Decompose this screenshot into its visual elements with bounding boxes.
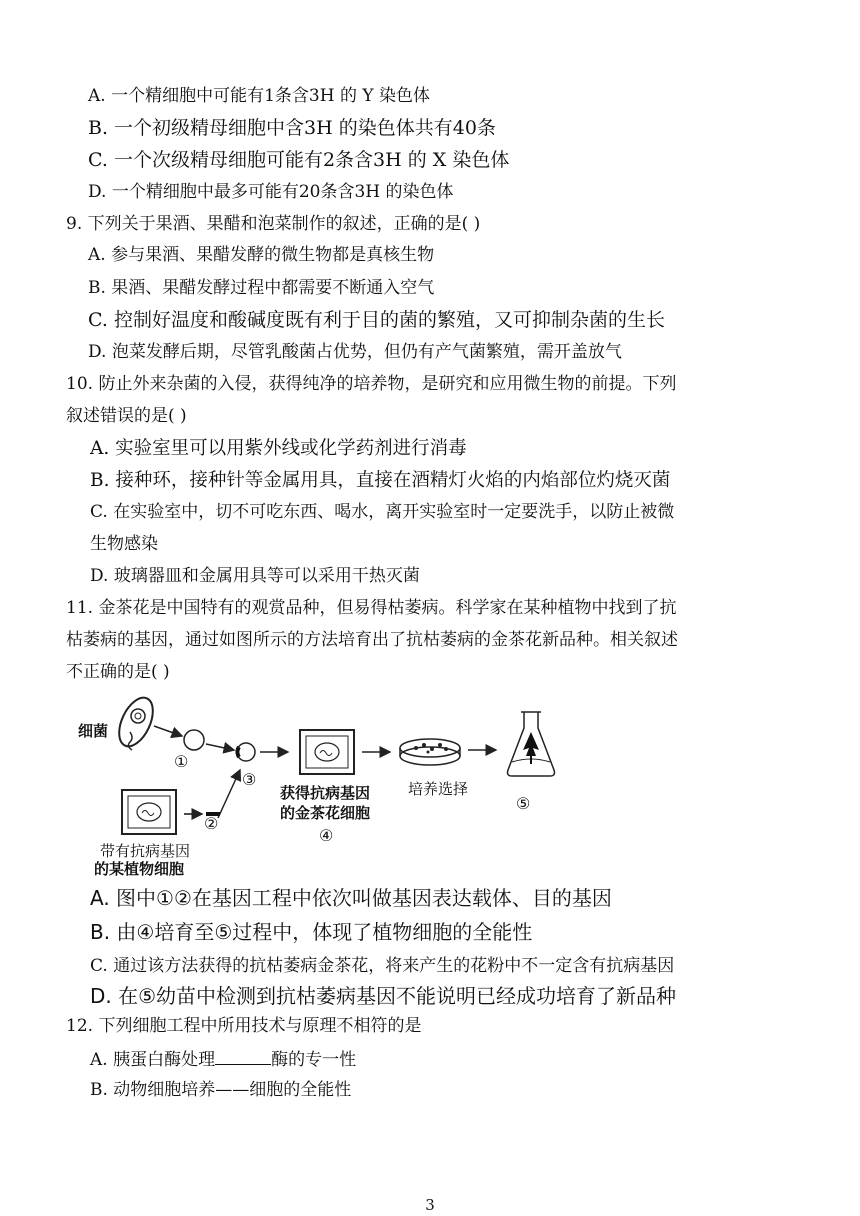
plasmid-icon	[184, 730, 204, 750]
plant-cell-label-line1: 带有抗病基因	[100, 842, 191, 860]
recombinant-plasmid-icon	[237, 743, 255, 761]
label-1: ①	[174, 752, 189, 771]
q11-option-b: B. 由④培育至⑤过程中，体现了植物细胞的全能性	[90, 920, 533, 944]
q8-option-a: A. 一个精细胞中可能有1条含3H 的 Y 染色体	[88, 86, 430, 106]
q10-option-b: B. 接种环，接种针等金属用具，直接在酒精灯火焰的内焰部位灼烧灭菌	[90, 470, 671, 491]
q8-option-c: C. 一个次级精母细胞可能有2条含3H 的 X 染色体	[88, 149, 510, 171]
q12-option-a-text-pre: A. 胰蛋白酶处理	[90, 1050, 216, 1070]
arrow-1	[154, 726, 182, 736]
q12-option-a-text-post: 酶的专一性	[271, 1050, 357, 1070]
q9-option-b: B. 果酒、果醋发酵过程中都需要不断通入空气	[88, 278, 435, 298]
arrow-3	[218, 770, 240, 818]
label-2: ②	[204, 814, 219, 833]
transformed-cell-label-line1: 获得抗病基因	[280, 784, 371, 802]
q11-option-c: C. 通过该方法获得的抗枯萎病金茶花，将来产生的花粉中不一定含有抗病基因	[90, 956, 675, 976]
q11-stem-line3: 不正确的是( )	[66, 662, 170, 682]
q10-stem-line1: 10. 防止外来杂菌的入侵，获得纯净的培养物，是研究和应用微生物的前提。下列	[66, 374, 677, 394]
q11-option-a: A. 图中①②在基因工程中依次叫做基因表达载体、目的基因	[90, 886, 612, 910]
flask-seedling-icon	[508, 712, 555, 776]
q8-option-b: B. 一个初级精母细胞中含3H 的染色体共有40条	[88, 117, 496, 139]
q9-option-d: D. 泡菜发酵后期，尽管乳酸菌占优势，但仍有产气菌繁殖，需开盖放气	[88, 342, 622, 362]
answer-blank	[215, 1063, 271, 1065]
q9-option-c: C. 控制好温度和酸碱度既有利于目的菌的繁殖，又可抑制杂菌的生长	[88, 309, 665, 331]
q12-stem: 12. 下列细胞工程中所用技术与原理不相符的是	[66, 1016, 422, 1036]
q8-option-d: D. 一个精细胞中最多可能有20条含3H 的染色体	[88, 182, 454, 202]
plant-cell-icon	[122, 790, 176, 834]
q9-option-a: A. 参与果酒、果醋发酵的微生物都是真核生物	[88, 245, 435, 265]
label-5: ⑤	[516, 794, 531, 813]
q12-option-b: B. 动物细胞培养——细胞的全能性	[90, 1080, 352, 1100]
bacteria-label: 细菌	[78, 722, 109, 740]
arrow-2	[206, 744, 234, 750]
transformed-cell-icon	[300, 730, 354, 774]
q10-option-d: D. 玻璃器皿和金属用具等可以采用干热灭菌	[90, 566, 420, 586]
petri-dish-icon	[400, 739, 460, 765]
culture-select-label: 培养选择	[408, 780, 469, 798]
q12-option-a	[90, 1052, 356, 1069]
q11-stem-line1: 11. 金茶花是中国特有的观赏品种，但易得枯萎病。科学家在某种植物中找到了抗	[66, 598, 677, 618]
label-3: ③	[242, 770, 257, 789]
q10-option-c-line2: 生物感染	[90, 534, 158, 554]
plant-cell-label-line2: 的某植物细胞	[94, 860, 185, 878]
q10-option-c-line1: C. 在实验室中，切不可吃东西、喝水，离开实验室时一定要洗手，以防止被微	[90, 502, 675, 522]
q9-stem: 9. 下列关于果酒、果醋和泡菜制作的叙述，正确的是( )	[66, 214, 481, 234]
transformed-cell-label-line2: 的金茶花细胞	[280, 804, 371, 822]
bacterium-icon	[112, 693, 159, 752]
q11-stem-line2: 枯萎病的基因，通过如图所示的方法培育出了抗枯萎病的金茶花新品种。相关叙述	[66, 630, 678, 650]
q10-option-a: A. 实验室里可以用紫外线或化学药剂进行消毒	[90, 438, 467, 459]
page-number: 3	[425, 1196, 435, 1214]
label-4: ④	[319, 826, 334, 845]
q11-option-d: D. 在⑤幼苗中检测到抗枯萎病基因不能说明已经成功培育了新品种	[90, 984, 677, 1008]
q10-stem-line2: 叙述错误的是( )	[66, 406, 187, 426]
gene-engineering-diagram	[60, 690, 560, 880]
